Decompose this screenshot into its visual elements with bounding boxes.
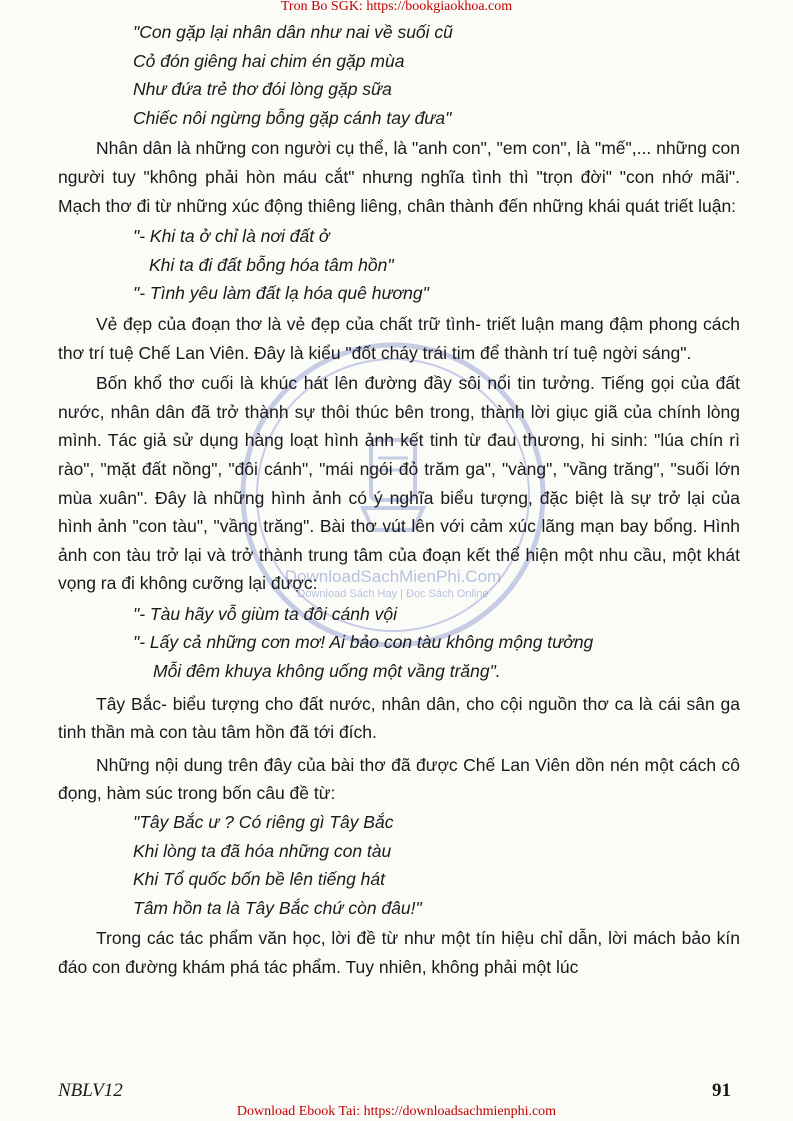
verse-line: "- Khi ta ở chỉ là nơi đất ở — [133, 226, 330, 247]
header-download-link[interactable]: Tron Bo SGK: https://bookgiaokhoa.com — [280, 0, 513, 14]
paragraph: Những nội dung trên đây của bài thơ đã được Chế Lan Viên dồn nén một cách cô đọng, hàm súc trong bốn câu đề từ: — [58, 754, 740, 804]
verse-line: Tâm hồn ta là Tây Bắc chứ còn đâu!" — [133, 897, 422, 918]
paragraph: Tây Bắc- biểu tượng cho đất nước, nhân dân, cho cội nguồn thơ ca là cái sân ga tinh thần mà con tàu tâm hồn đã tới đích. — [58, 693, 740, 743]
verse-line: "- Tàu hãy vỗ giùm ta đôi cánh vội — [133, 603, 397, 624]
paragraph: Vẻ đẹp của đoạn thơ là vẻ đẹp của chất trữ tình- triết luận mang đậm phong cách thơ trí tuệ Chế Lan Viên. Đây là kiểu "đốt cháy trái tim để thành trí tuệ ngời sáng". — [58, 313, 740, 363]
verse-line: Cỏ đón giêng hai chim én gặp mùa — [133, 50, 405, 71]
paragraph: Nhân dân là những con người cụ thể, là "anh con", "em con", là "mế",... những con người tuy "không phải hòn máu cắt" nhưng nghĩa tình thì "trọn đời" "con nhớ mãi". Mạch thơ đi từ những xúc động thiêng liêng, chân thành đến những khái quát triết luận: — [58, 138, 740, 216]
page-number: 91 — [712, 1080, 731, 1101]
verse-line: Khi ta đi đất bỗng hóa tâm hồn" — [149, 254, 394, 275]
paragraph: Bốn khổ thơ cuối là khúc hát lên đường đầy sôi nổi tin tưởng. Tiếng gọi của đất nước, nhân dân đã trở thành sự thôi thúc bên trong, thành lời giục giã của chính lòng mình. Tác giả sử dụng hàng loạt hình ảnh kết tinh từ đau thương, hi sinh: "lúa chín rì rào", "mặt đất nồng", "đôi cánh", "mái ngói đỏ trăm ga", "vàng", "vầng trăng", "suối lớn mùa xuân". Đây là những hình ảnh có ý nghĩa biểu tượng, đặc biệt là sự trở lại của hình ảnh "con tàu", "vầng trăng". Bài thơ vút lên với cảm xúc lãng mạn bay bổng. Hình ảnh con tàu trở lại và trở thành trung tâm của đoạn kết thể hiện một nhu cầu, một khát vọng ra đi không cưỡng lại được: — [58, 373, 740, 594]
watermark-subtitle: Download Sách Hay | Đọc Sách Online — [297, 588, 489, 600]
verse-line: "- Tình yêu làm đất lạ hóa quê hương" — [133, 283, 429, 304]
paragraph: Trong các tác phẩm văn học, lời đề từ như một tín hiệu chỉ dẫn, lời mách bảo kín đáo con đường khám phá tác phẩm. Tuy nhiên, không phải một lúc — [58, 928, 740, 977]
verse-line: Khi Tổ quốc bốn bề lên tiếng hát — [133, 869, 385, 890]
footer-download-link[interactable]: Download Ebook Tai: https://downloadsachmienphi.com — [236, 1104, 557, 1119]
page-body — [58, 18, 740, 982]
verse-line: Khi lòng ta đã hóa những con tàu — [133, 840, 392, 861]
book-code: NBLV12 — [58, 1080, 123, 1101]
watermark-title: DownloadSachMienPhi.Com — [284, 567, 502, 586]
verse-line: Chiếc nôi ngừng bỗng gặp cánh tay đưa" — [133, 107, 452, 128]
verse-line: "- Lấy cả những cơn mơ! Ai bảo con tàu không mộng tưởng — [133, 632, 594, 653]
verse-line: "Con gặp lại nhân dân như nai về suối cũ — [133, 22, 453, 42]
verse-line: "Tây Bắc ư ? Có riêng gì Tây Bắc — [133, 812, 394, 833]
verse-line: Như đứa trẻ thơ đói lòng gặp sữa — [133, 79, 392, 100]
verse-line: Mỗi đêm khuya không uống một vầng trăng". — [153, 661, 501, 682]
